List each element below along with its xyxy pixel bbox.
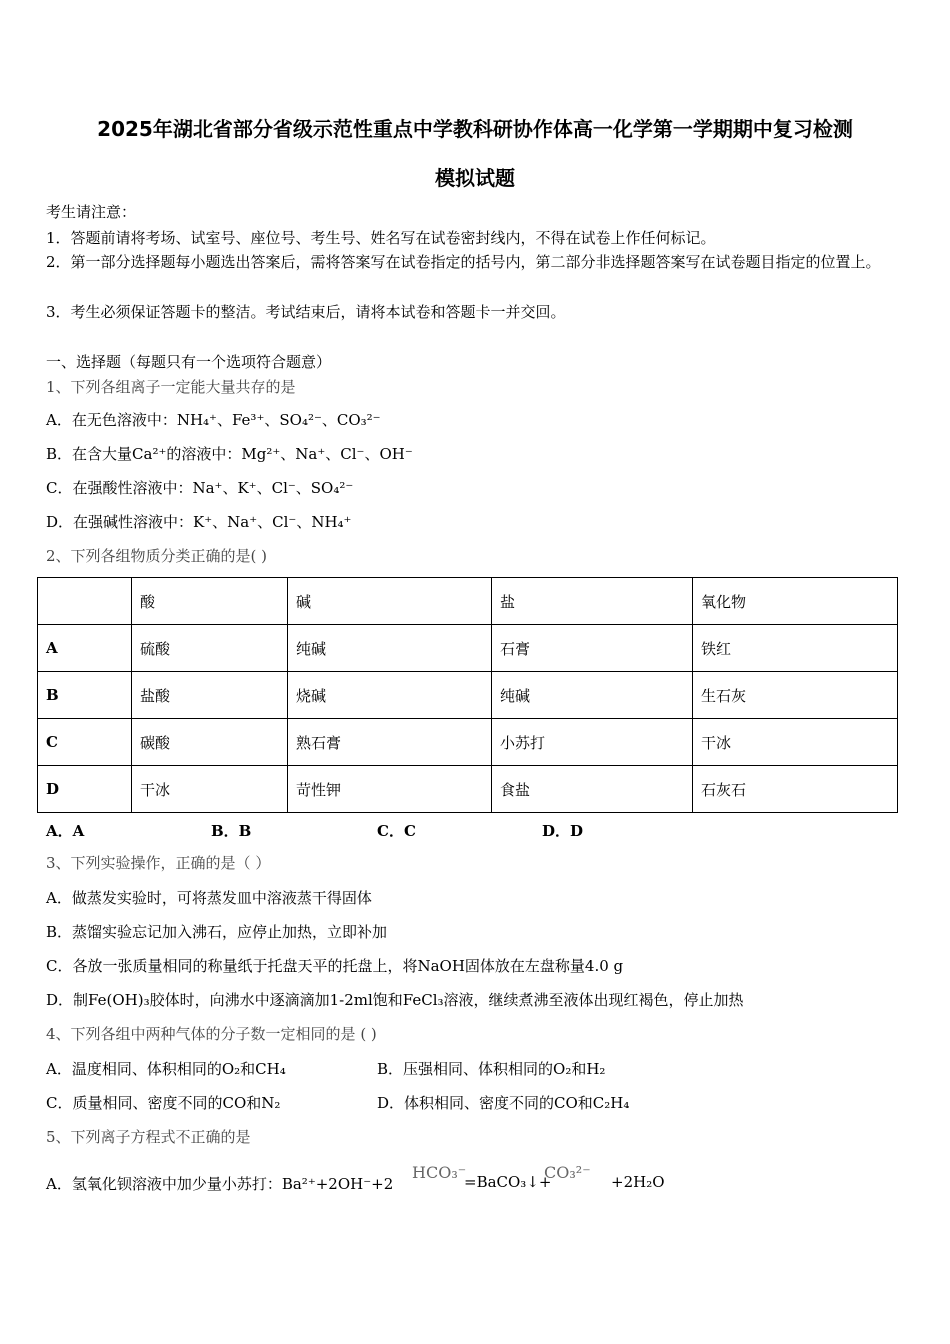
- carbonate-ion: CO₃²⁻: [544, 1163, 591, 1182]
- table-row: [38, 766, 898, 813]
- q4-option-b: B．压强相同、体积相同的O₂和H₂: [377, 1060, 606, 1078]
- table-cell: 石灰石: [693, 766, 898, 813]
- q2-option-d: D．D: [542, 822, 584, 840]
- q2-option-a: A．A: [46, 822, 85, 840]
- notice-item-2: 2．第一部分选择题每小题选出答案后，需将答案写在试卷指定的括号内，第二部分非选择题答案写在试卷题目指定的位置上。: [46, 253, 881, 271]
- q5-stem: 5、下列离子方程式不正确的是: [46, 1128, 251, 1146]
- table-cell: 石膏: [492, 625, 693, 672]
- table-cell: 硫酸: [132, 625, 288, 672]
- table-row-label: D: [38, 766, 132, 813]
- table-row: [38, 625, 898, 672]
- table-row: [38, 719, 898, 766]
- table-header-cell: 盐: [492, 578, 693, 625]
- q1-option-a: A．在无色溶液中：NH₄⁺、Fe³⁺、SO₄²⁻、CO₃²⁻: [46, 411, 381, 429]
- notice-heading: 考生请注意：: [46, 203, 137, 221]
- table-cell: 烧碱: [288, 672, 492, 719]
- table-cell: 纯碱: [492, 672, 693, 719]
- q4-option-a: A．温度相同、体积相同的O₂和CH₄: [46, 1060, 286, 1078]
- table-cell: 纯碱: [288, 625, 492, 672]
- q4-stem: 4、下列各组中两种气体的分子数一定相同的是 ( ): [46, 1025, 377, 1043]
- table-row: [38, 672, 898, 719]
- table-cell: 食盐: [492, 766, 693, 813]
- section-heading: 一、选择题（每题只有一个选项符合题意）: [46, 353, 332, 371]
- table-header-row: [38, 578, 898, 625]
- q1-option-d: D．在强碱性溶液中：K⁺、Na⁺、Cl⁻、NH₄⁺: [46, 513, 352, 531]
- q3-option-c: C．各放一张质量相同的称量纸于托盘天平的托盘上，将NaOH固体放在左盘称量4.0 g: [46, 957, 624, 975]
- q3-stem: 3、下列实验操作，正确的是（ ）: [46, 854, 271, 872]
- q5-option-a-text1: A．氢氧化钡溶液中加少量小苏打：Ba²⁺+2OH⁻+2: [46, 1175, 394, 1193]
- q1-option-c: C．在强酸性溶液中：Na⁺、K⁺、Cl⁻、SO₄²⁻: [46, 479, 354, 497]
- table-row-label: A: [38, 625, 132, 672]
- table-header-cell: 酸: [132, 578, 288, 625]
- q1-option-b: B．在含大量Ca²⁺的溶液中：Mg²⁺、Na⁺、Cl⁻、OH⁻: [46, 445, 413, 463]
- table-cell: [38, 578, 132, 625]
- q2-stem: 2、下列各组物质分类正确的是( ): [46, 547, 268, 565]
- table-header-cell: 氧化物: [693, 578, 898, 625]
- table-cell: 碳酸: [132, 719, 288, 766]
- bicarbonate-ion: HCO₃⁻: [412, 1163, 467, 1182]
- table-row-label: B: [38, 672, 132, 719]
- notice-item-3: 3．考生必须保证答题卡的整洁。考试结束后，请将本试卷和答题卡一并交回。: [46, 303, 566, 321]
- q3-option-a: A．做蒸发实验时，可将蒸发皿中溶液蒸干得固体: [46, 889, 372, 907]
- page-title-line2: 模拟试题: [435, 166, 515, 190]
- q2-option-b: B．B: [211, 822, 252, 840]
- q4-option-c: C．质量相同、密度不同的CO和N₂: [46, 1094, 281, 1112]
- table-cell: 小苏打: [492, 719, 693, 766]
- table-cell: 生石灰: [693, 672, 898, 719]
- page-title-line1: 2025年湖北省部分省级示范性重点中学教科研协作体高一化学第一学期期中复习检测: [97, 117, 853, 141]
- q3-option-d: D．制Fe(OH)₃胶体时，向沸水中逐滴滴加1-2ml饱和FeCl₃溶液，继续煮沸至液体出现红褐色，停止加热: [46, 991, 744, 1009]
- q5-option-a-text2: =BaCO₃↓+: [464, 1173, 552, 1191]
- classification-table: [37, 577, 898, 813]
- table-cell: 铁红: [693, 625, 898, 672]
- table-cell: 干冰: [132, 766, 288, 813]
- q2-option-c: C．C: [377, 822, 416, 840]
- q3-option-b: B．蒸馏实验忘记加入沸石，应停止加热，立即补加: [46, 923, 388, 941]
- table-cell: 盐酸: [132, 672, 288, 719]
- table-cell: 干冰: [693, 719, 898, 766]
- notice-item-1: 1．答题前请将考场、试室号、座位号、考生号、姓名写在试卷密封线内，不得在试卷上作任何标记。: [46, 229, 716, 247]
- q4-option-d: D．体积相同、密度不同的CO和C₂H₄: [377, 1094, 630, 1112]
- table-row-label: C: [38, 719, 132, 766]
- q1-stem: 1、下列各组离子一定能大量共存的是: [46, 378, 296, 396]
- table-header-cell: 碱: [288, 578, 492, 625]
- table-cell: 苛性钾: [288, 766, 492, 813]
- table-cell: 熟石膏: [288, 719, 492, 766]
- q5-option-a-text3: +2H₂O: [611, 1173, 665, 1191]
